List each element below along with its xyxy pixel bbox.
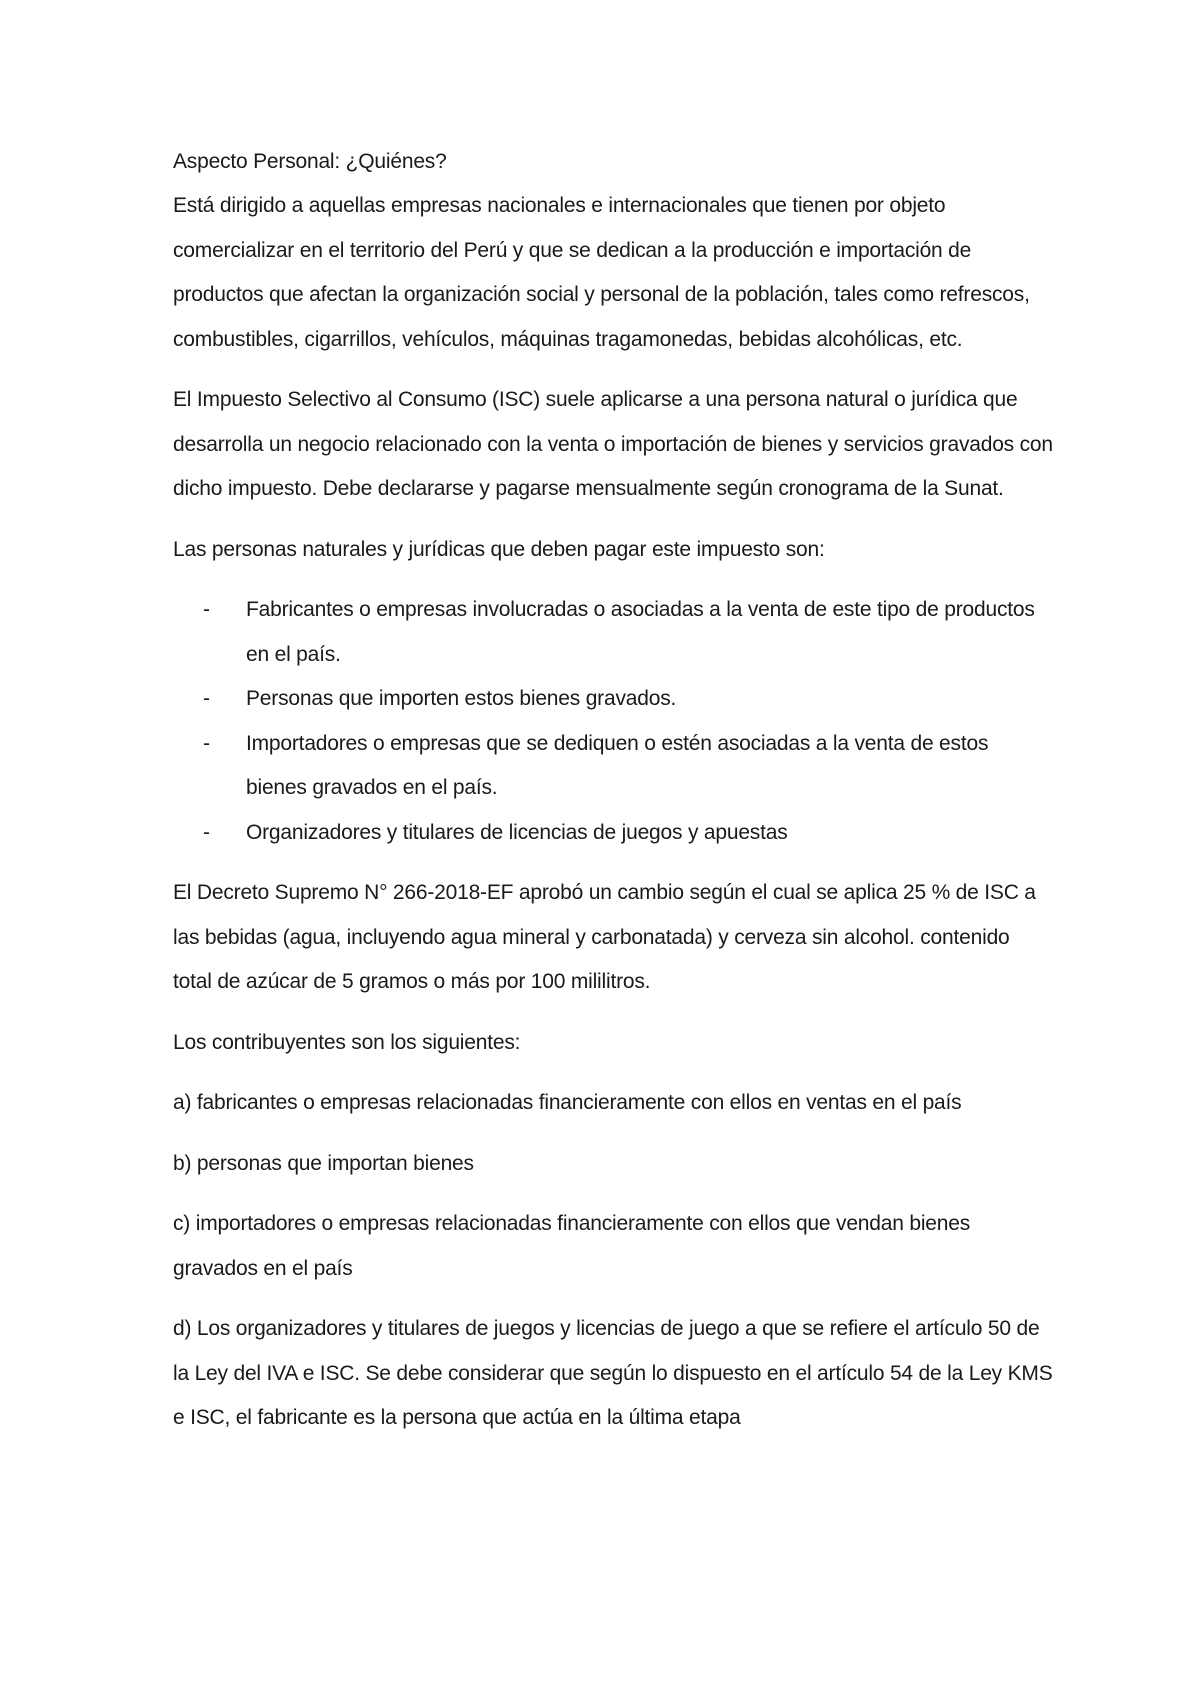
- lettered-item-a: a) fabricantes o empresas relacionadas financieramente con ellos en ventas en el país: [173, 1091, 962, 1114]
- taxpayer-dash-list: [173, 588, 1053, 855]
- list-item-text: Fabricantes o empresas involucradas o asociadas a la venta de este tipo de productos en el país.: [246, 598, 1035, 666]
- list-item: [173, 677, 1053, 722]
- lettered-item-d: d) Los organizadores y titulares de juegos y licencias de juego a que se refiere el artículo 50 de la Ley del IVA e ISC. Se debe considerar que según lo dispuesto en el artículo 54 de la Ley KMS e ISC, el fabricante es la persona que actúa en la última etapa: [173, 1317, 1053, 1429]
- lettered-item-c: c) importadores o empresas relacionadas financieramente con ellos que vendan bienes gravados en el país: [173, 1212, 971, 1280]
- lettered-item-b: b) personas que importan bienes: [173, 1151, 474, 1175]
- paragraph-isc-definition: El Impuesto Selectivo al Consumo (ISC) suele aplicarse a una persona natural o jurídica que desarrolla un negocio relacionado con la venta o importación de bienes y servicios gravados con dicho impuesto. Debe declararse y pagarse mensualmente según cronograma de la Sunat.: [173, 388, 1053, 500]
- section-heading: Aspecto Personal: ¿Quiénes?: [173, 150, 447, 173]
- paragraph-list-intro: Las personas naturales y jurídicas que deben pagar este impuesto son:: [173, 537, 825, 561]
- list-item: [173, 722, 1053, 811]
- list-item-text: Importadores o empresas que se dediquen o estén asociadas a la venta de estos bienes gravados en el país.: [246, 731, 989, 799]
- dash-marker: -: [203, 731, 210, 755]
- dash-marker: -: [203, 687, 210, 710]
- dash-marker: -: [203, 820, 210, 844]
- list-item-text: Personas que importen estos bienes gravados.: [246, 687, 677, 710]
- list-item: [173, 588, 1053, 677]
- dash-marker: -: [203, 598, 210, 621]
- list-item-text: Organizadores y titulares de licencias de juegos y apuestas: [246, 820, 788, 844]
- document-page: [173, 140, 1053, 1457]
- paragraph-contributors-intro: Los contribuyentes son los siguientes:: [173, 1030, 521, 1054]
- paragraph-scope: Está dirigido a aquellas empresas nacionales e internacionales que tienen por objeto comercializar en el territorio del Perú y que se dedican a la producción e importación de productos que afectan la organización social y personal de la población, tales como refrescos, combustibles, cigarrillos, vehículos, máquinas tragamonedas, bebidas alcohólicas, etc.: [173, 194, 1030, 351]
- paragraph-decree: El Decreto Supremo N° 266-2018-EF aprobó un cambio según el cual se aplica 25 % de ISC a las bebidas (agua, incluyendo agua mineral y carbonatada) y cerveza sin alcohol. contenido total de azúcar de 5 gramos o más por 100 mililitros.: [173, 881, 1036, 993]
- list-item: [173, 811, 1053, 856]
